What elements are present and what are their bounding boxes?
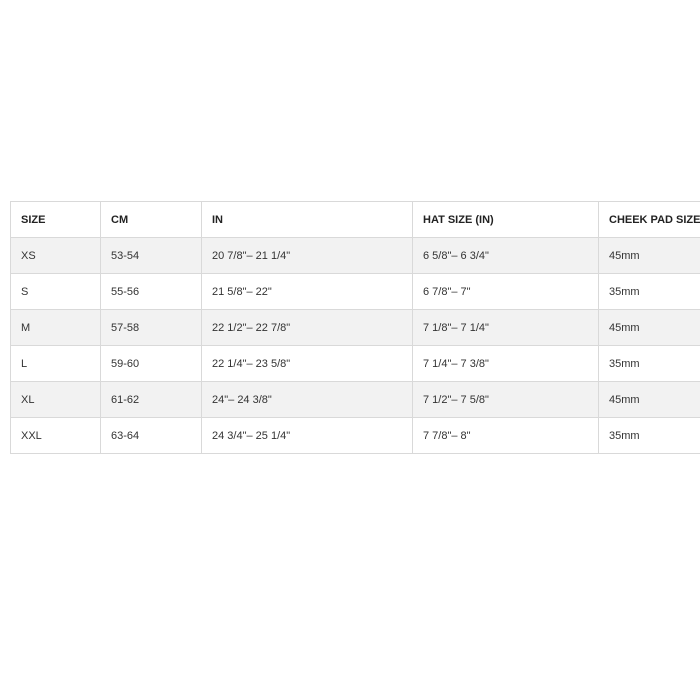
table-row bbox=[11, 310, 700, 346]
cell-hat-size: 6 5/8"– 6 3/4" bbox=[413, 238, 599, 274]
table-row bbox=[11, 346, 700, 382]
header-hat-size: HAT SIZE (IN) bbox=[413, 202, 599, 238]
cell-hat-size: 7 1/8"– 7 1/4" bbox=[413, 310, 599, 346]
table-row bbox=[11, 274, 700, 310]
cell-cm: 63-64 bbox=[101, 418, 202, 454]
header-cheek-pad-size: CHEEK PAD SIZE bbox=[599, 202, 700, 238]
cell-cm: 55-56 bbox=[101, 274, 202, 310]
cell-cm: 61-62 bbox=[101, 382, 202, 418]
cell-cheek-pad-size: 45mm bbox=[599, 382, 700, 418]
cell-size: S bbox=[11, 274, 101, 310]
cell-in: 20 7/8"– 21 1/4" bbox=[202, 238, 413, 274]
cell-hat-size: 7 7/8"– 8" bbox=[413, 418, 599, 454]
header-cm: CM bbox=[101, 202, 202, 238]
cell-cm: 53-54 bbox=[101, 238, 202, 274]
table-row bbox=[11, 382, 700, 418]
header-size: SIZE bbox=[11, 202, 101, 238]
cell-cheek-pad-size: 45mm bbox=[599, 238, 700, 274]
cell-in: 21 5/8"– 22" bbox=[202, 274, 413, 310]
cell-cm: 57-58 bbox=[101, 310, 202, 346]
cell-hat-size: 7 1/4"– 7 3/8" bbox=[413, 346, 599, 382]
cell-cheek-pad-size: 45mm bbox=[599, 310, 700, 346]
table-row bbox=[11, 238, 700, 274]
table-row bbox=[11, 418, 700, 454]
cell-size: XL bbox=[11, 382, 101, 418]
cell-size: XXL bbox=[11, 418, 101, 454]
cell-cm: 59-60 bbox=[101, 346, 202, 382]
cell-size: L bbox=[11, 346, 101, 382]
cell-in: 24"– 24 3/8" bbox=[202, 382, 413, 418]
cell-cheek-pad-size: 35mm bbox=[599, 418, 700, 454]
cell-in: 22 1/4"– 23 5/8" bbox=[202, 346, 413, 382]
cell-hat-size: 7 1/2"– 7 5/8" bbox=[413, 382, 599, 418]
cell-cheek-pad-size: 35mm bbox=[599, 274, 700, 310]
cell-size: XS bbox=[11, 238, 101, 274]
header-in: IN bbox=[202, 202, 413, 238]
size-chart-table bbox=[10, 201, 700, 454]
cell-in: 24 3/4"– 25 1/4" bbox=[202, 418, 413, 454]
cell-size: M bbox=[11, 310, 101, 346]
cell-hat-size: 6 7/8"– 7" bbox=[413, 274, 599, 310]
header-row bbox=[11, 202, 700, 238]
cell-cheek-pad-size: 35mm bbox=[599, 346, 700, 382]
cell-in: 22 1/2"– 22 7/8" bbox=[202, 310, 413, 346]
